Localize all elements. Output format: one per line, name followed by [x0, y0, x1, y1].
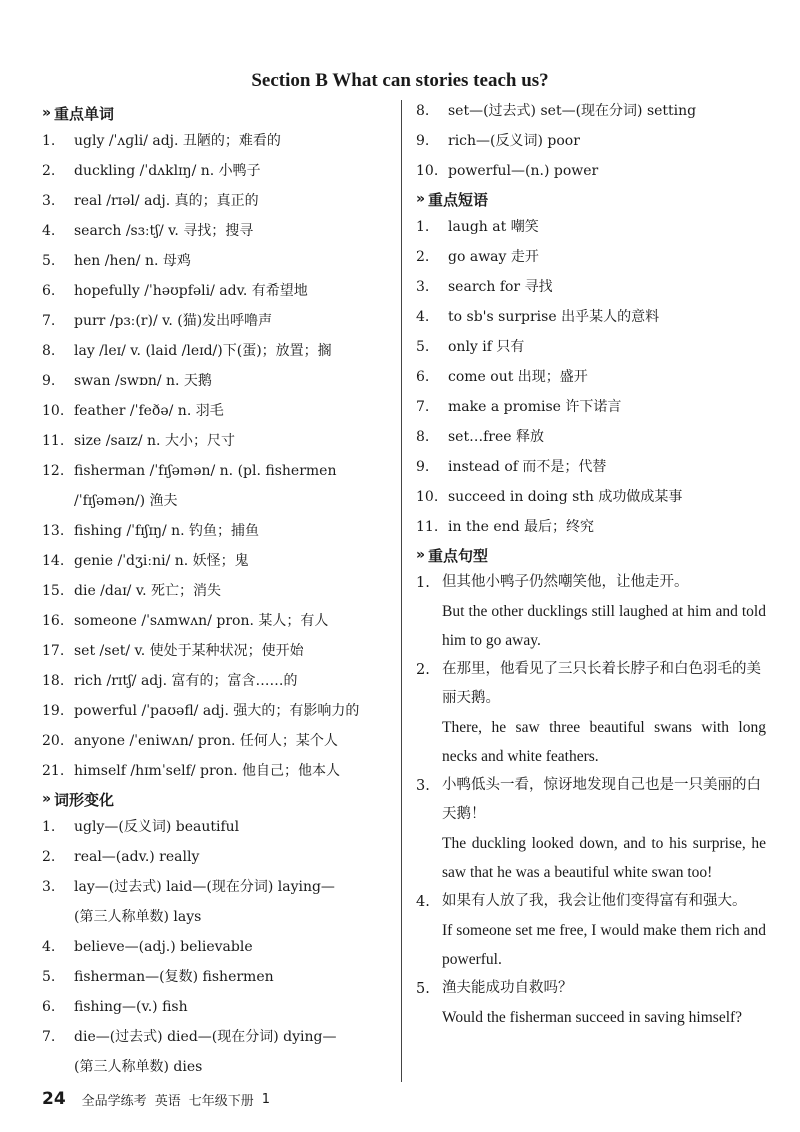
item-main: ugly /ˈʌɡli/ adj. 丑陋的；难看的: [74, 133, 281, 149]
item-main: believe—(adj.) believable: [74, 939, 253, 955]
list-item: [42, 812, 392, 842]
item-text: [74, 962, 392, 992]
list-item: [416, 422, 766, 452]
list-item: [42, 992, 392, 1022]
item-main: size /saɪz/ n. 大小；尺寸: [74, 433, 235, 449]
item-text: [74, 932, 392, 962]
section-heading-vocab: [42, 100, 392, 126]
item-text: [448, 332, 766, 362]
list-item: [42, 366, 392, 396]
item-number: 10.: [416, 489, 439, 505]
list-item: [42, 216, 392, 246]
item-main: succeed in doing sth 成功做成某事: [448, 489, 683, 505]
item-text: [74, 576, 392, 606]
left-column: [42, 100, 392, 1082]
item-text: [448, 96, 766, 126]
item-number: 3.: [416, 778, 430, 794]
list-item: [416, 512, 766, 542]
item-main: fishing /ˈfɪʃɪŋ/ n. 钓鱼；捕鱼: [74, 523, 260, 539]
item-number: 2.: [42, 849, 56, 865]
list-item: [42, 516, 392, 546]
list-item: [416, 272, 766, 302]
item-number: 6.: [42, 999, 56, 1015]
item-number: 18.: [42, 673, 65, 689]
item-number: 4.: [42, 223, 56, 239]
item-main: powerful—(n.) power: [448, 163, 599, 179]
sentence-item: [416, 655, 766, 771]
item-main: make a promise 许下诺言: [448, 399, 622, 415]
item-main: genie /ˈdʒiːni/ n. 妖怪；鬼: [74, 553, 249, 569]
sentence-item: [416, 771, 766, 887]
item-text: [74, 516, 392, 546]
list-item: [42, 306, 392, 336]
item-text: [74, 842, 392, 872]
item-number: 7.: [416, 399, 430, 415]
item-number: 19.: [42, 703, 65, 719]
item-text: [74, 636, 392, 666]
item-continuation: (第三人称单数) lays: [74, 909, 202, 925]
item-number: 4.: [416, 894, 430, 910]
item-text: [74, 426, 392, 456]
page-number: 24: [42, 1089, 66, 1109]
item-text: [74, 812, 392, 842]
item-text: [448, 126, 766, 156]
section-heading-label: 重点短语: [428, 190, 489, 209]
item-number: 20.: [42, 733, 65, 749]
item-number: 10.: [42, 403, 65, 419]
item-text: [74, 546, 392, 576]
item-main: set /set/ v. 使处于某种状况；使开始: [74, 643, 304, 659]
item-number: 3.: [42, 193, 56, 209]
item-number: 11.: [42, 433, 65, 449]
item-number: 4.: [416, 309, 430, 325]
list-item: [416, 302, 766, 332]
item-number: 8.: [42, 343, 56, 359]
item-text: [74, 666, 392, 696]
list-item: [42, 546, 392, 576]
item-text: [74, 726, 392, 756]
item-main: someone /ˈsʌmwʌn/ pron. 某人；有人: [74, 613, 329, 629]
item-number: 1.: [42, 133, 56, 149]
double-chevron-icon: »: [416, 191, 423, 207]
item-main: ugly—(反义词) beautiful: [74, 819, 240, 835]
list-item: [42, 246, 392, 276]
item-number: 1.: [42, 819, 56, 835]
item-number: 9.: [416, 133, 430, 149]
sentence-chinese: 渔夫能成功自救吗？: [442, 980, 573, 996]
item-text: [74, 246, 392, 276]
list-item: [42, 426, 392, 456]
item-text: [74, 156, 392, 186]
list-item: [42, 696, 392, 726]
item-main: duckling /ˈdʌklɪŋ/ n. 小鸭子: [74, 163, 261, 179]
item-main: lay—(过去式) laid—(现在分词) laying—: [74, 879, 335, 895]
item-number: 8.: [416, 103, 430, 119]
item-main: feather /ˈfeðə/ n. 羽毛: [74, 403, 224, 419]
item-text: [74, 992, 392, 1022]
list-item: [42, 186, 392, 216]
item-main: rich—(反义词) poor: [448, 133, 580, 149]
item-main: fishing—(v.) fish: [74, 999, 188, 1015]
double-chevron-icon: »: [42, 105, 49, 121]
subject-name: 英语: [154, 1093, 181, 1109]
list-item: [42, 606, 392, 636]
item-main: rich /rɪtʃ/ adj. 富有的；富含……的: [74, 673, 298, 689]
list-item: [42, 396, 392, 426]
list-item: [42, 276, 392, 306]
item-number: 2.: [42, 163, 56, 179]
sentence-text: [442, 974, 766, 1032]
item-main: to sb's surprise 出乎某人的意料: [448, 309, 660, 325]
list-item: [42, 842, 392, 872]
item-number: 14.: [42, 553, 65, 569]
section-heading-label: 重点单词: [54, 104, 115, 123]
list-item: [416, 126, 766, 156]
item-main: die—(过去式) died—(现在分词) dying—: [74, 1029, 337, 1045]
sentence-chinese: 小鸭低头一看，惊讶地发现自己也是一只美丽的白天鹅！: [442, 777, 761, 822]
item-main: search /sɜːtʃ/ v. 寻找；搜寻: [74, 223, 254, 239]
sentence-chinese: 如果有人放了我，我会让他们变得富有和强大。: [442, 893, 747, 909]
forms-list: [42, 812, 392, 1082]
sentence-text: [442, 887, 766, 974]
right-column: [416, 96, 766, 1032]
item-main: lay /leɪ/ v. (laid /leɪd/)下(蛋)；放置；搁: [74, 343, 332, 359]
item-main: die /daɪ/ v. 死亡；消失: [74, 583, 221, 599]
item-number: 1.: [416, 219, 430, 235]
item-text: [74, 306, 392, 336]
list-item: [42, 756, 392, 786]
list-item: [42, 576, 392, 606]
item-text: [448, 512, 766, 542]
section-heading-label: 词形变化: [54, 790, 115, 809]
item-main: swan /swɒn/ n. 天鹅: [74, 373, 212, 389]
list-item: [42, 666, 392, 696]
item-text: [74, 366, 392, 396]
list-item: [416, 156, 766, 186]
item-text: [74, 276, 392, 306]
item-number: 9.: [416, 459, 430, 475]
item-main: purr /pɜː(r)/ v. (猫)发出呼噜声: [74, 313, 273, 329]
list-item: [416, 332, 766, 362]
item-number: 5.: [416, 339, 430, 355]
list-item: [42, 726, 392, 756]
item-number: 9.: [42, 373, 56, 389]
section-heading-label: 重点句型: [428, 546, 489, 565]
item-text: [74, 216, 392, 246]
list-item: [416, 212, 766, 242]
list-item: [42, 636, 392, 666]
item-number: 12.: [42, 463, 65, 479]
item-text: [448, 242, 766, 272]
list-item: [416, 392, 766, 422]
item-number: 5.: [416, 981, 430, 997]
list-item: [416, 96, 766, 126]
item-number: 7.: [42, 313, 56, 329]
sentence-chinese: 但其他小鸭子仍然嘲笑他，让他走开。: [442, 574, 689, 590]
sentence-item: [416, 887, 766, 974]
sentences-list: [416, 568, 766, 1032]
item-text: [448, 272, 766, 302]
sentence-item: [416, 974, 766, 1032]
page-footer: [42, 1089, 278, 1109]
double-chevron-icon: »: [42, 791, 49, 807]
item-number: 3.: [42, 879, 56, 895]
forms-list-continued: [416, 96, 766, 186]
list-item: [42, 932, 392, 962]
item-main: go away 走开: [448, 249, 539, 265]
book-name: 全品学练考: [81, 1093, 147, 1109]
item-main: himself /hɪmˈself/ pron. 他自己；他本人: [74, 763, 340, 779]
item-main: set…free 释放: [448, 429, 544, 445]
item-text: [448, 302, 766, 332]
list-item: [416, 242, 766, 272]
item-number: 1.: [416, 575, 430, 591]
item-text: [74, 1022, 392, 1082]
item-text: [448, 392, 766, 422]
sentence-english: Would the fisherman succeed in saving himself?: [442, 1009, 743, 1026]
item-text: [74, 126, 392, 156]
volume-number: 1: [261, 1091, 270, 1107]
item-main: come out 出现；盛开: [448, 369, 588, 385]
item-main: set—(过去式) set—(现在分词) setting: [448, 103, 697, 119]
item-number: 13.: [42, 523, 65, 539]
item-main: powerful /ˈpaʊəfl/ adj. 强大的；有影响力的: [74, 703, 360, 719]
list-item: [416, 452, 766, 482]
list-item: [42, 156, 392, 186]
item-text: [74, 606, 392, 636]
item-number: 10.: [416, 163, 439, 179]
item-number: 3.: [416, 279, 430, 295]
section-heading-sentences: [416, 542, 766, 568]
page-title: Section B What can stories teach us?: [251, 70, 549, 91]
list-item: [42, 872, 392, 932]
item-text: [448, 156, 766, 186]
item-main: fisherman /ˈfɪʃəmən/ n. (pl. fishermen: [74, 463, 337, 479]
list-item: [42, 336, 392, 366]
sentence-text: [442, 771, 766, 887]
sentence-chinese: 在那里，他看见了三只长着长脖子和白色羽毛的美丽天鹅。: [442, 661, 761, 706]
item-main: in the end 最后；终究: [448, 519, 595, 535]
column-divider: [401, 100, 402, 1082]
sentence-english: There, he saw three beautiful swans with long necks and white feathers.: [442, 719, 766, 765]
item-text: [74, 396, 392, 426]
vocab-list: [42, 126, 392, 786]
item-main: only if 只有: [448, 339, 525, 355]
item-number: 16.: [42, 613, 65, 629]
item-text: [74, 186, 392, 216]
item-main: hen /hen/ n. 母鸡: [74, 253, 191, 269]
item-number: 5.: [42, 253, 56, 269]
sentence-text: [442, 655, 766, 771]
item-text: [74, 872, 392, 932]
list-item: [42, 456, 392, 516]
item-number: 21.: [42, 763, 65, 779]
item-number: 11.: [416, 519, 439, 535]
item-text: [74, 456, 392, 516]
item-continuation: /ˈfɪʃəmən/) 渔夫: [74, 493, 178, 509]
item-number: 6.: [416, 369, 430, 385]
item-main: fisherman—(复数) fishermen: [74, 969, 274, 985]
item-text: [448, 482, 766, 512]
item-text: [74, 336, 392, 366]
section-heading-phrases: [416, 186, 766, 212]
item-main: search for 寻找: [448, 279, 553, 295]
sentence-english: The duckling looked down, and to his surprise, he saw that he was a beautiful white swan too!: [442, 835, 766, 881]
item-number: 2.: [416, 249, 430, 265]
item-text: [74, 696, 392, 726]
item-main: hopefully /ˈhəʊpfəli/ adv. 有希望地: [74, 283, 308, 299]
item-main: real /rɪəl/ adj. 真的；真正的: [74, 193, 259, 209]
item-number: 6.: [42, 283, 56, 299]
list-item: [416, 482, 766, 512]
item-text: [448, 452, 766, 482]
item-main: real—(adv.) really: [74, 849, 200, 865]
item-number: 17.: [42, 643, 65, 659]
item-number: 15.: [42, 583, 65, 599]
item-number: 4.: [42, 939, 56, 955]
item-text: [448, 212, 766, 242]
item-main: laugh at 嘲笑: [448, 219, 539, 235]
sentence-english: But the other ducklings still laughed at him and told him to go away.: [442, 603, 766, 649]
item-text: [74, 756, 392, 786]
list-item: [42, 962, 392, 992]
list-item: [42, 126, 392, 156]
item-text: [448, 362, 766, 392]
item-number: 7.: [42, 1029, 56, 1045]
item-number: 5.: [42, 969, 56, 985]
sentence-english: If someone set me free, I would make them rich and powerful.: [442, 922, 766, 968]
item-continuation: (第三人称单数) dies: [74, 1059, 203, 1075]
item-number: 8.: [416, 429, 430, 445]
phrases-list: [416, 212, 766, 542]
list-item: [416, 362, 766, 392]
section-heading-forms: [42, 786, 392, 812]
double-chevron-icon: »: [416, 547, 423, 563]
list-item: [42, 1022, 392, 1082]
item-number: 2.: [416, 662, 430, 678]
sentence-text: [442, 568, 766, 655]
item-text: [448, 422, 766, 452]
item-main: instead of 而不是；代替: [448, 459, 607, 475]
grade-name: 七年级下册: [188, 1093, 254, 1109]
sentence-item: [416, 568, 766, 655]
item-main: anyone /ˈeniwʌn/ pron. 任何人；某个人: [74, 733, 338, 749]
